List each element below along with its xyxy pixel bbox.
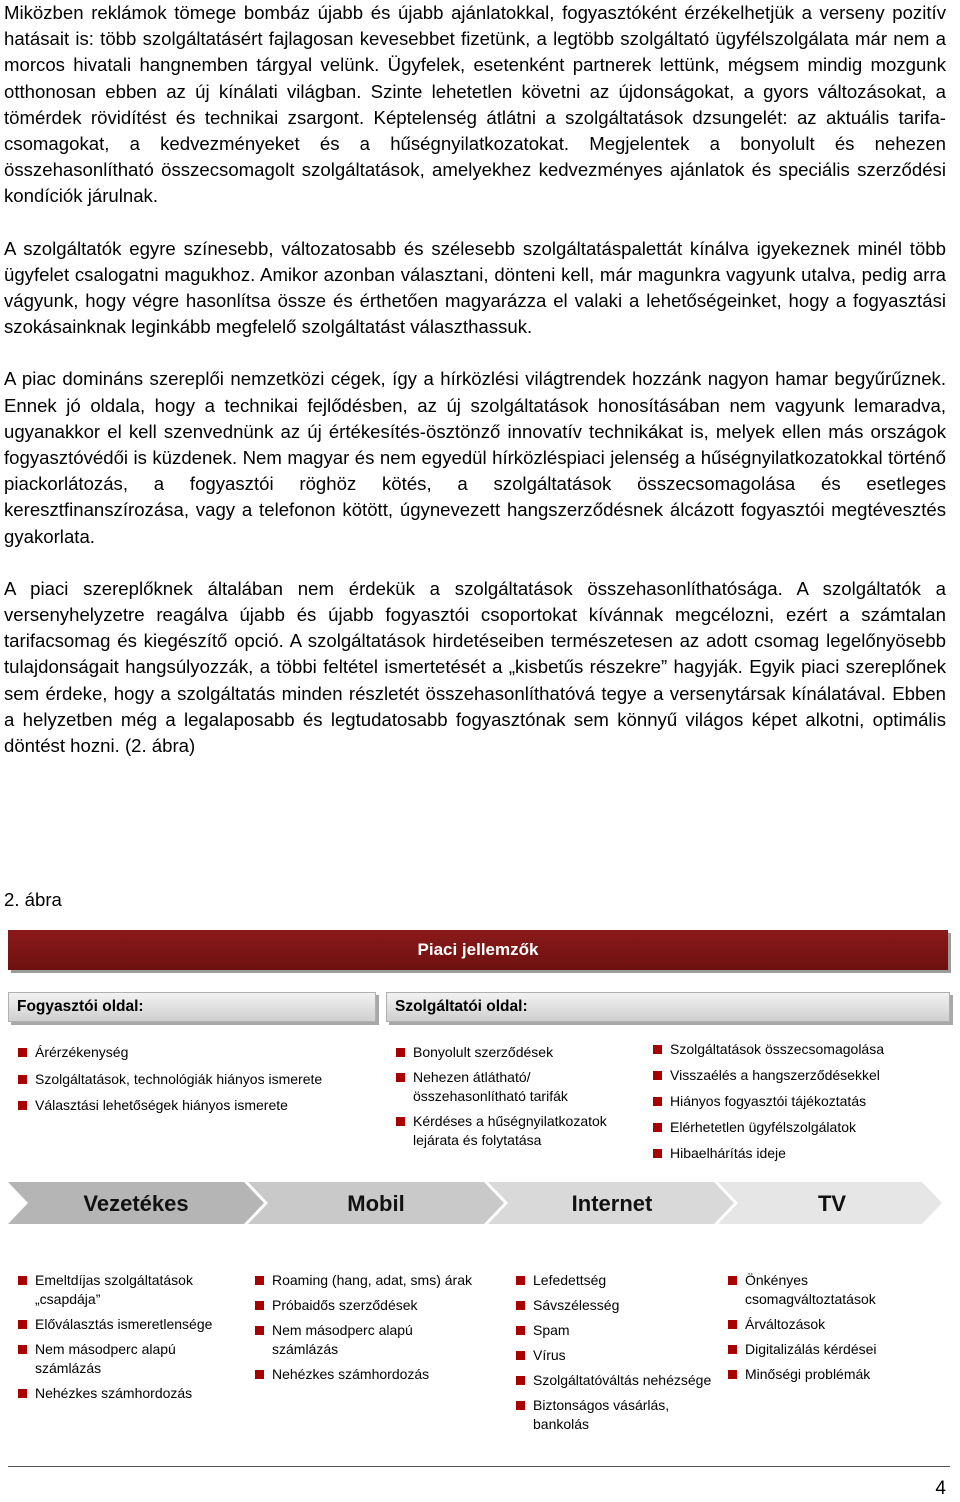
list-item: Szolgáltatások, technológiák hiányos ismerete xyxy=(10,1070,380,1089)
list-item: Kérdéses a hűségnyilatkozatok lejárata és folytatása xyxy=(388,1112,638,1150)
list-item: Visszaélés a hangszerződésekkel xyxy=(645,1066,945,1085)
list-item: Biztonságos vásárlás, bankolás xyxy=(508,1396,718,1434)
figure-title-banner xyxy=(8,930,948,970)
list-item: Nehezen átlátható/ összehasonlítható tarifák xyxy=(388,1068,638,1106)
tv-issues-list xyxy=(720,1271,940,1390)
page-number: 4 xyxy=(935,1478,946,1499)
paragraph: Miközben reklámok tömege bombáz újabb és újabb ajánlatokkal, fogyasztóként érzékelhetjük a verseny pozitív hatásait is: több szolgáltatásért fajlagosan kevesebbet fizetünk, a legtöbb szolgáltató ügyfélszolgálata már nem a morcos hivatali hangnemben tárgyal velünk. Ügyfelek, esetenként partnerek lettünk, mégsem mindig mozgunk otthonosan ebben az új kínálati világban. Szinte lehetetlen követni az újdonságokat, a gyors változásokat, a tömérdek rövidítést és technikai zsargont. Képtelenség átlátni a szolgáltatások dzsungelét: az aktuális tarifa-csomagokat, a kedvezményeket és a hűségnyilatkozatokat. Megjelentek a bonyolult és nehezen összehasonlítható összecsomagolt szolgáltatások, amelyekhez kedvezményes ajánlatok és speciális szerződési kondíciók járulnak. xyxy=(4,2,946,207)
list-item: Hibaelhárítás ideje xyxy=(645,1144,945,1163)
list-item: Spam xyxy=(508,1321,718,1340)
list-item: Próbaidős szerződések xyxy=(247,1296,477,1315)
paragraph: A szolgáltatók egyre színesebb, változatosabb és szélesebb szolgáltatáspalettát kínálva igyekeznek minél több ügyfelet csalogatni magukhoz. Amikor azonban választani, dönteni kell, már magunkra vagyunk utalva, pedig arra vágyunk, hogy végre hasonlítsa össze és érthetően magyarázza el valaki a lehetőségeinket, hogy a fogyasztási szokásainknak leginkább megfelelő szolgáltatást választhassuk. xyxy=(4,237,946,338)
list-item: Választási lehetőségek hiányos ismerete xyxy=(10,1096,380,1115)
vezetekes-issues-list xyxy=(10,1271,230,1409)
figure-label: 2. ábra xyxy=(4,889,62,910)
list-item: Minőségi problémák xyxy=(720,1365,940,1384)
provider-list-2 xyxy=(645,1040,945,1170)
list-item: Előválasztás ismeretlensége xyxy=(10,1315,230,1334)
list-item: Bonyolult szerződések xyxy=(388,1043,638,1062)
consumer-side-header xyxy=(8,992,376,1022)
body-text xyxy=(4,0,946,785)
segment-label: Internet xyxy=(571,1191,653,1216)
provider-list-1 xyxy=(388,1043,638,1156)
list-item: Digitalizálás kérdései xyxy=(720,1340,940,1359)
list-item: Nehézkes számhordozás xyxy=(10,1384,230,1403)
list-item: Nem másodperc alapú számlázás xyxy=(247,1321,477,1359)
list-item: Árérzékenység xyxy=(10,1043,380,1062)
list-item: Szolgáltatások összecsomagolása xyxy=(645,1040,945,1059)
list-item: Emeltdíjas szolgáltatások „csapdája” xyxy=(10,1271,230,1309)
paragraph: A piaci szereplőknek általában nem érdekük a szolgáltatások összehasonlíthatósága. A szolgáltatók a versenyhelyzetre reagálva újabb és újabb fogyasztói csoportokat kívánnak megcélozni, ezért a számtalan tarifacsomag és kiegészítő opció. A szolgáltatások hirdetéseiben természetesen az adott csomag legelőnyösebb tulajdonságait hangsúlyozzák, a többi feltétel ismertetését a „kisbetűs részekre” hagyják. Egyik piaci szereplőnek sem érdeke, hogy a szolgáltatás minden részletét összehasonlíthatóvá tegye a versenytársak kínálatával. Ebben a helyzetben még a legalaposabb és legtudatosabb fogyasztónak sem könnyű világos képet alkotni, optimális döntést hozni. (2. ábra) xyxy=(4,577,946,757)
consumer-header-label: Fogyasztói oldal: xyxy=(17,998,144,1015)
list-item: Elérhetetlen ügyfélszolgálatok xyxy=(645,1118,945,1137)
mobil-issues-list xyxy=(247,1271,477,1390)
list-item: Hiányos fogyasztói tájékoztatás xyxy=(645,1092,945,1111)
paragraph: A piac domináns szereplői nemzetközi cégek, így a hírközlési világtrendek hozzánk nagyon hamar begyűrűznek. Ennek jó oldala, hogy a technikai fejlődésben, az új szolgáltatások honosításában nem vagyunk lemaradva, ugyanakkor el kell szenvednünk az új értékesítés-ösztönző innovatív technikákat is, melyek ellen más országok fogyasztóvédői is küzdenek. Nem magyar és nem egyedül hírközléspiaci jelenség a hűségnyilatkozatokkal történő piackorlátozás, a fogyasztói röghöz kötés, a szolgáltatások összecsomagolása és esetleges keresztfinanszírozása, vagy a telefonon kötött, úgynevezett hangszerződésnek álcázott fogyasztói megtévesztés gyakorlata. xyxy=(4,368,946,547)
list-item: Árváltozások xyxy=(720,1315,940,1334)
provider-header-label: Szolgáltatói oldal: xyxy=(395,998,528,1015)
list-item: Lefedettség xyxy=(508,1271,718,1290)
internet-issues-list xyxy=(508,1271,718,1440)
segment-label: Mobil xyxy=(347,1191,405,1216)
segments-svg xyxy=(8,1180,944,1226)
market-segments-arrow-bar xyxy=(8,1180,944,1226)
figure-title: Piaci jellemzők xyxy=(417,940,539,959)
consumer-list xyxy=(10,1043,380,1123)
list-item: Nehézkes számhordozás xyxy=(247,1365,477,1384)
list-item: Nem másodperc alapú számlázás xyxy=(10,1340,230,1378)
list-item: Önkényes csomagváltoztatások xyxy=(720,1271,940,1309)
footer-divider xyxy=(8,1466,950,1467)
provider-side-header xyxy=(386,992,950,1022)
list-item: Vírus xyxy=(508,1346,718,1365)
segment-label: Vezetékes xyxy=(83,1191,189,1216)
segment-label: TV xyxy=(817,1191,847,1216)
list-item: Szolgáltatóváltás nehézsége xyxy=(508,1371,718,1390)
list-item: Roaming (hang, adat, sms) árak xyxy=(247,1271,477,1290)
list-item: Sávszélesség xyxy=(508,1296,718,1315)
